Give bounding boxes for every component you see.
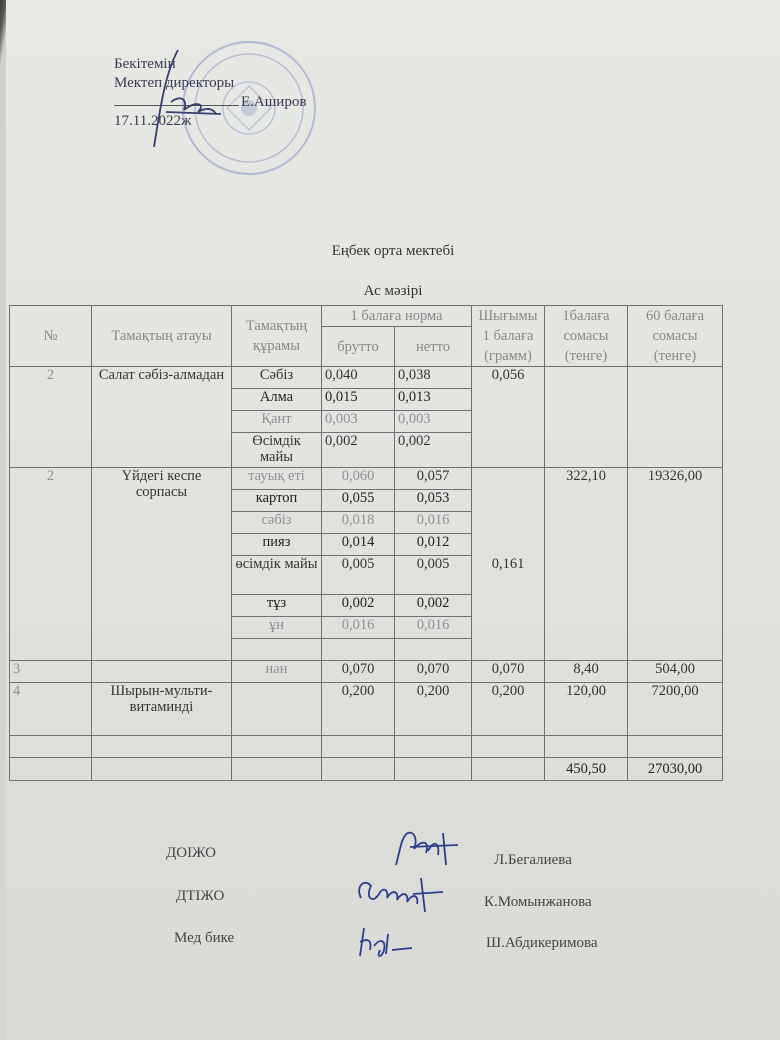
ingredient-name: тауық еті (232, 468, 322, 490)
dish-composition: нан (232, 661, 322, 683)
table-row (10, 367, 723, 389)
header-sum60: 60 балаға сомасы (тенге) (628, 306, 723, 367)
empty-cell (395, 639, 472, 661)
header-norm: 1 балаға норма (322, 306, 472, 327)
ingredient-net: 0,012 (395, 534, 472, 556)
empty-cell (232, 758, 322, 781)
dish-sum60 (628, 367, 723, 468)
dish-num: 2 (10, 468, 92, 661)
ingredient-name: Алма (232, 389, 322, 411)
approval-line-1: Бекітемін (114, 56, 176, 72)
dish-num: 4 (10, 683, 92, 736)
dish-sum1 (545, 367, 628, 468)
ingredient-net: 0,053 (395, 490, 472, 512)
ingredient-net: 0,003 (395, 411, 472, 433)
total-sum60: 27030,00 (628, 758, 723, 781)
signature-name-3: Ш.Абдикеримова (486, 935, 598, 951)
director-signature (126, 42, 226, 152)
signature-name-2: К.Момынжанова (484, 894, 592, 910)
dish-num: 3 (10, 661, 92, 683)
dish-sum1: 120,00 (545, 683, 628, 736)
ingredient-net: 0,002 (395, 595, 472, 617)
table-row (10, 736, 723, 758)
document-page (6, 0, 780, 1040)
ingredient-net: 0,013 (395, 389, 472, 411)
header-num: № (10, 306, 92, 367)
dish-sum60: 19326,00 (628, 468, 723, 661)
dish-name: Үйдегі кеспе сорпасы (92, 468, 232, 661)
empty-cell (92, 758, 232, 781)
dish-gross: 0,070 (322, 661, 395, 683)
header-expense: Шығымы 1 балаға (грамм) (472, 306, 545, 367)
empty-cell (232, 736, 322, 758)
menu-table (9, 305, 723, 781)
ingredient-name: Өсімдік майы (232, 433, 322, 468)
ingredient-gross: 0,016 (322, 617, 395, 639)
empty-cell (395, 736, 472, 758)
ingredient-gross: 0,015 (322, 389, 395, 411)
dish-name: Салат сәбіз-алмадан (92, 367, 232, 468)
empty-cell (92, 736, 232, 758)
dish-num: 2 (10, 367, 92, 468)
signature-role-3: Мед бике (174, 930, 235, 946)
ingredient-name: сәбіз (232, 512, 322, 534)
dish-sum60: 504,00 (628, 661, 723, 683)
table-row (10, 468, 723, 490)
dish-expense: 0,161 (472, 468, 545, 661)
dish-sum1: 322,10 (545, 468, 628, 661)
dish-net: 0,070 (395, 661, 472, 683)
dish-net: 0,200 (395, 683, 472, 736)
dish-name (92, 661, 232, 683)
signature-role-2: ДТІЖО (176, 888, 225, 904)
total-sum1: 450,50 (545, 758, 628, 781)
table-row (10, 661, 723, 683)
dish-expense: 0,056 (472, 367, 545, 468)
ingredient-gross: 0,002 (322, 595, 395, 617)
empty-cell (322, 639, 395, 661)
signature-role-1: ДОІЖО (166, 845, 216, 861)
empty-cell (232, 639, 322, 661)
empty-cell (545, 736, 628, 758)
ingredient-gross: 0,005 (322, 556, 395, 595)
approval-signer: Е.Аширов (241, 94, 307, 110)
ingredient-gross: 0,018 (322, 512, 395, 534)
ingredient-net: 0,057 (395, 468, 472, 490)
empty-cell (472, 758, 545, 781)
signature-mark-3 (356, 920, 416, 965)
approval-date: 17.11.2022ж (114, 113, 192, 129)
ingredient-name: Сәбіз (232, 367, 322, 389)
ingredient-gross: 0,003 (322, 411, 395, 433)
total-row (10, 758, 723, 781)
dish-expense: 0,070 (472, 661, 545, 683)
header-sum1: 1балаға сомасы (тенге) (545, 306, 628, 367)
dish-sum1: 8,40 (545, 661, 628, 683)
empty-cell (628, 736, 723, 758)
school-name: Еңбек орта мектебі (331, 243, 455, 259)
dish-composition (232, 683, 322, 736)
empty-cell (10, 758, 92, 781)
ingredient-name: картоп (232, 490, 322, 512)
empty-cell (472, 736, 545, 758)
header-dish: Тамақтың атауы (92, 306, 232, 367)
ingredient-net: 0,005 (395, 556, 472, 595)
table-row (10, 683, 723, 736)
ingredient-net: 0,016 (395, 512, 472, 534)
signature-mark-2 (351, 868, 451, 918)
ingredient-name: пияз (232, 534, 322, 556)
ingredient-gross: 0,040 (322, 367, 395, 389)
ingredient-gross: 0,060 (322, 468, 395, 490)
header-composition: Тамақтың құрамы (232, 306, 322, 367)
dish-expense: 0,200 (472, 683, 545, 736)
signature-name-1: Л.Бегалиева (494, 852, 572, 868)
approval-line-2: Мектеп директоры (114, 75, 235, 91)
dish-name: Шырын-мульти-витаминді (92, 683, 232, 736)
ingredient-name: ұн (232, 617, 322, 639)
ingredient-net: 0,016 (395, 617, 472, 639)
dish-gross: 0,200 (322, 683, 395, 736)
ingredient-name: Қант (232, 411, 322, 433)
dish-sum60: 7200,00 (628, 683, 723, 736)
ingredient-name: өсімдік майы (232, 556, 322, 595)
menu-title: Ас мәзірі (363, 283, 423, 299)
header-gross: брутто (322, 327, 395, 367)
ingredient-gross: 0,002 (322, 433, 395, 468)
header-net: нетто (395, 327, 472, 367)
ingredient-gross: 0,055 (322, 490, 395, 512)
header-row-1 (10, 306, 723, 327)
ingredient-gross: 0,014 (322, 534, 395, 556)
empty-cell (395, 758, 472, 781)
ingredient-name: тұз (232, 595, 322, 617)
ingredient-net: 0,002 (395, 433, 472, 468)
empty-cell (322, 736, 395, 758)
empty-cell (322, 758, 395, 781)
empty-cell (10, 736, 92, 758)
ingredient-net: 0,038 (395, 367, 472, 389)
